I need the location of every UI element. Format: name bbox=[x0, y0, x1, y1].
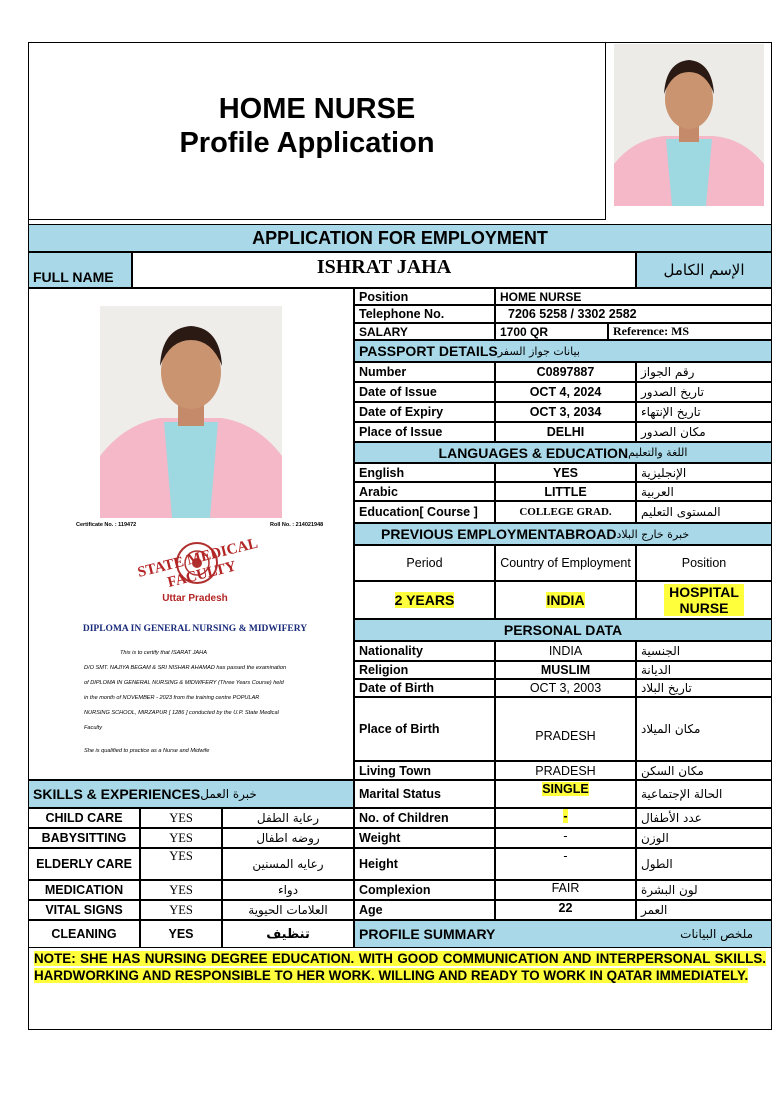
dob-label: Date of Birth bbox=[354, 679, 495, 697]
pob-value: PRADESH bbox=[495, 697, 636, 761]
telephone-label: Telephone No. bbox=[354, 305, 495, 323]
english-label: English bbox=[354, 463, 495, 482]
profile-summary-note: NOTE: SHE HAS NURSING DEGREE EDUCATION. WITH GOOD COMMUNICATION AND INTERPERSONAL SKILLS. HARDWORKING AND RESPONSIBLE TO HER WORK. WILLING AND READY TO WORK IN QATAR IMMEDIATELY. bbox=[34, 951, 766, 983]
page-title: HOME NURSE Profile Application bbox=[179, 93, 435, 159]
issue-date-value: OCT 4, 2024 bbox=[495, 382, 636, 402]
salary-label: SALARY bbox=[354, 323, 495, 340]
pob-label: Place of Birth bbox=[354, 697, 495, 761]
complexion-value: FAIR bbox=[495, 880, 636, 900]
religion-label: Religion bbox=[354, 661, 495, 679]
religion-value: MUSLIM bbox=[495, 661, 636, 679]
english-label-ar: الإنجليزية bbox=[636, 463, 772, 482]
cert-org-name: STATE MEDICAL FACULTY bbox=[136, 535, 260, 591]
skill-elderly-care-label: ELDERLY CARE bbox=[28, 848, 140, 880]
issue-date-label-ar: تاريخ الصدور bbox=[636, 382, 772, 402]
children-label: No. of Children bbox=[354, 808, 495, 828]
living-town-value: PRADESH bbox=[495, 761, 636, 780]
passport-heading: PASSPORT DETAILS بيانات جواز السفر bbox=[354, 340, 772, 362]
profile-photo-top bbox=[614, 44, 764, 206]
position-column-header: Position bbox=[636, 545, 772, 581]
telephone-value: 7206 5258 / 3302 2582 bbox=[495, 305, 772, 323]
cert-diploma: DIPLOMA IN GENERAL NURSING & MIDWIFERY bbox=[82, 624, 308, 634]
height-value: - bbox=[495, 848, 636, 880]
passport-number-label-ar: رقم الجواز bbox=[636, 362, 772, 382]
religion-label-ar: الديانة bbox=[636, 661, 772, 679]
profile-summary-heading: PROFILE SUMMARY ملخص البيانات bbox=[354, 920, 772, 948]
expiry-date-label: Date of Expiry bbox=[354, 402, 495, 422]
dob-value: OCT 3, 2003 bbox=[495, 679, 636, 697]
skill-elderly-care-label-ar: رعايه المسنين bbox=[222, 848, 354, 880]
complexion-label: Complexion bbox=[354, 880, 495, 900]
skill-cleaning-value: YES bbox=[140, 920, 222, 948]
place-of-issue-label-ar: مكان الصدور bbox=[636, 422, 772, 442]
skill-vital-signs-label-ar: العلامات الحيوية bbox=[222, 900, 354, 920]
passport-number-label: Number bbox=[354, 362, 495, 382]
age-value: 22 bbox=[495, 900, 636, 920]
weight-label: Weight bbox=[354, 828, 495, 848]
cert-state: Uttar Pradesh bbox=[162, 593, 228, 604]
application-banner: APPLICATION FOR EMPLOYMENT bbox=[28, 224, 772, 252]
salary-value: 1700 QR bbox=[495, 323, 608, 340]
expiry-date-label-ar: تاريخ الإنتهاء bbox=[636, 402, 772, 422]
age-label-ar: العمر bbox=[636, 900, 772, 920]
cert-body: This is to certify that ISARAT JAHA D/O SMT. NAJIYA BEGAM & SRI NISHAR AHAMAD has passed the examination of DIPLOMA IN GENERAL NURSING & MIDWIFERY (Three Years Course) held in the month of NOVEMBER - 2023 from the training centre POPULAR NURSING SCHOOL, MIRZAPUR [ 1286 ] conducted by the U.P. State Medical Faculty She is qualified to practice as a Nurse and Midwife bbox=[84, 650, 287, 754]
profile-photo-main bbox=[100, 306, 282, 518]
arabic-label-ar: العربية bbox=[636, 482, 772, 501]
period-column-header: Period bbox=[354, 545, 495, 581]
skill-babysitting-label: BABYSITTING bbox=[28, 828, 140, 848]
height-label: Height bbox=[354, 848, 495, 880]
weight-value: - bbox=[495, 828, 636, 848]
personal-data-heading: PERSONAL DATA bbox=[354, 619, 772, 641]
skill-elderly-care-value: YES bbox=[140, 848, 222, 880]
living-town-label: Living Town bbox=[354, 761, 495, 780]
skill-babysitting-label-ar: روضه اطفال bbox=[222, 828, 354, 848]
cert-number: Certificate No. : 119472 bbox=[76, 522, 137, 528]
full-name-label: FULL NAME bbox=[28, 252, 132, 288]
place-of-issue-label: Place of Issue bbox=[354, 422, 495, 442]
complexion-label-ar: لون البشرة bbox=[636, 880, 772, 900]
skill-vital-signs-label: VITAL SIGNS bbox=[28, 900, 140, 920]
full-name-label-ar: الإسم الكامل bbox=[636, 252, 772, 288]
education-value: COLLEGE GRAD. bbox=[495, 501, 636, 523]
english-value: YES bbox=[495, 463, 636, 482]
position-value: HOME NURSE bbox=[495, 288, 772, 305]
skill-babysitting-value: YES bbox=[140, 828, 222, 848]
reference: Reference: MS bbox=[608, 323, 772, 340]
passport-number-value: C0897887 bbox=[495, 362, 636, 382]
children-value: - bbox=[495, 808, 636, 828]
weight-label-ar: الوزن bbox=[636, 828, 772, 848]
employment-period: 2 YEARS bbox=[354, 581, 495, 619]
nationality-label: Nationality bbox=[354, 641, 495, 661]
skill-medication-value: YES bbox=[140, 880, 222, 900]
skill-medication-label-ar: دواء bbox=[222, 880, 354, 900]
position-label: Position bbox=[354, 288, 495, 305]
education-label: Education[ Course ] bbox=[354, 501, 495, 523]
arabic-label: Arabic bbox=[354, 482, 495, 501]
age-label: Age bbox=[354, 900, 495, 920]
nationality-value: INDIA bbox=[495, 641, 636, 661]
country-column-header: Country of Employment bbox=[495, 545, 636, 581]
skill-vital-signs-value: YES bbox=[140, 900, 222, 920]
marital-status-label: Marital Status bbox=[354, 780, 495, 808]
employment-position: HOSPITAL NURSE bbox=[636, 581, 772, 619]
languages-heading: LANGUAGES & EDUCATION اللغة والتعليم bbox=[354, 442, 772, 463]
skill-cleaning-label-ar: تنظيف bbox=[222, 920, 354, 948]
full-name-value: ISHRAT JAHA bbox=[132, 252, 636, 288]
skill-child-care-label-ar: رعاية الطفل bbox=[222, 808, 354, 828]
marital-status-value: SINGLE bbox=[495, 780, 636, 808]
pob-label-ar: مكان الميلاد bbox=[636, 697, 772, 761]
skill-child-care-label: CHILD CARE bbox=[28, 808, 140, 828]
skills-heading: SKILLS & EXPERIENCES خبرة العمل bbox=[28, 780, 354, 808]
skill-cleaning-label: CLEANING bbox=[28, 920, 140, 948]
height-label-ar: الطول bbox=[636, 848, 772, 880]
children-label-ar: عدد الأطفال bbox=[636, 808, 772, 828]
cert-roll-number: Roll No. : 214021948 bbox=[270, 522, 324, 528]
arabic-value: LITTLE bbox=[495, 482, 636, 501]
dob-label-ar: تاريخ البلاد bbox=[636, 679, 772, 697]
education-label-ar: المستوى التعليم bbox=[636, 501, 772, 523]
living-town-label-ar: مكان السكن bbox=[636, 761, 772, 780]
place-of-issue-value: DELHI bbox=[495, 422, 636, 442]
skill-medication-label: MEDICATION bbox=[28, 880, 140, 900]
expiry-date-value: OCT 3, 2034 bbox=[495, 402, 636, 422]
employment-country: INDIA bbox=[495, 581, 636, 619]
employment-heading: PREVIOUS EMPLOYMENTABROAD خبرة خارج البلاد bbox=[354, 523, 772, 545]
nationality-label-ar: الجنسية bbox=[636, 641, 772, 661]
skill-child-care-value: YES bbox=[140, 808, 222, 828]
issue-date-label: Date of Issue bbox=[354, 382, 495, 402]
marital-status-label-ar: الحالة الإجتماعية bbox=[636, 780, 772, 808]
